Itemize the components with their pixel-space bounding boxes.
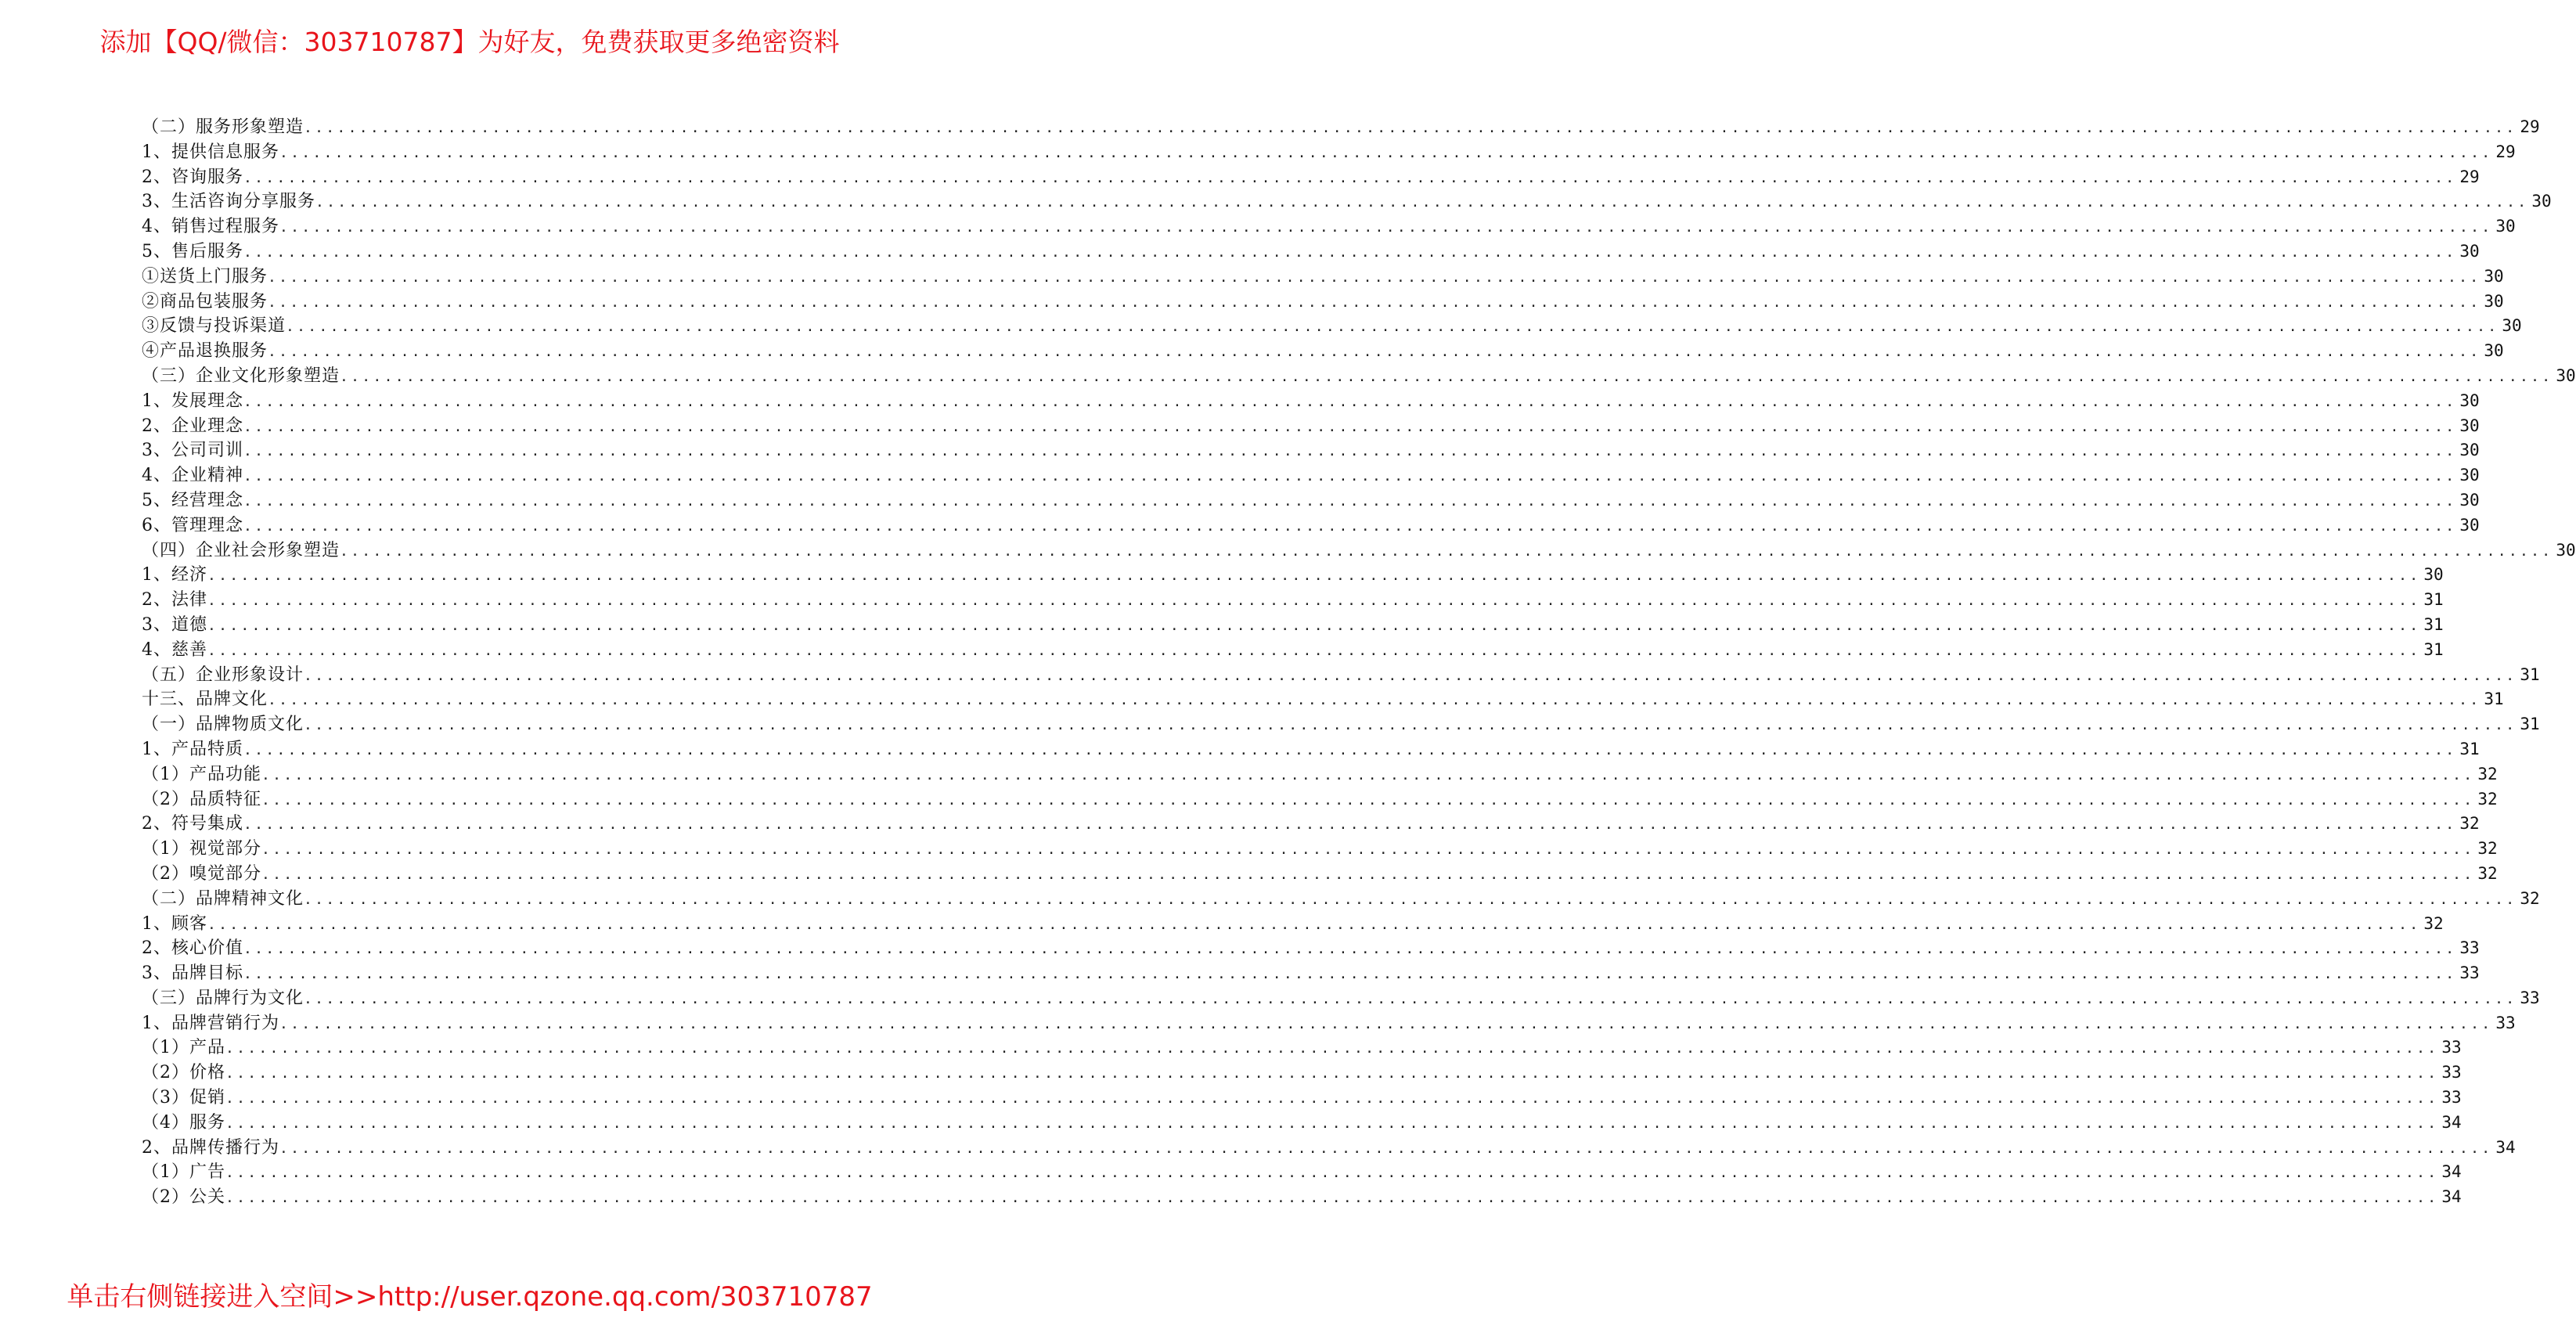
toc-leader-dots: ........................................................................................................................................................................................................ bbox=[243, 443, 2457, 460]
toc-entry-label: 3、生活咨询分享服务 bbox=[142, 192, 315, 212]
toc-entry[interactable] bbox=[142, 736, 2480, 761]
toc-leader-dots: ........................................................................................................................................................................................................ bbox=[268, 344, 2481, 361]
toc-entry-page: 30 bbox=[2495, 217, 2516, 236]
toc-entry-page: 32 bbox=[2477, 764, 2498, 783]
qzone-link[interactable]: 单击右侧链接进入空间>>http://user.qzone.qq.com/303710787 bbox=[67, 1281, 873, 1313]
toc-entry[interactable] bbox=[142, 860, 2498, 885]
toc-entry[interactable] bbox=[142, 312, 2522, 337]
toc-entry-label: 5、经营理念 bbox=[142, 490, 243, 510]
toc-leader-dots: ........................................................................................................................................................................................................ bbox=[268, 294, 2481, 311]
toc-entry[interactable] bbox=[142, 263, 2504, 288]
toc-leader-dots: ........................................................................................................................................................................................................ bbox=[279, 1015, 2493, 1032]
toc-leader-dots: ........................................................................................................................................................................................................ bbox=[304, 891, 2517, 908]
toc-entry-page: 29 bbox=[2520, 117, 2540, 136]
toc-entry-page: 30 bbox=[2484, 266, 2504, 286]
toc-entry-page: 29 bbox=[2495, 142, 2516, 161]
toc-entry-page: 33 bbox=[2495, 1013, 2516, 1032]
toc-leader-dots: ........................................................................................................................................................................................................ bbox=[225, 1040, 2439, 1057]
toc-entry[interactable] bbox=[142, 188, 2552, 213]
toc-leader-dots: ........................................................................................................................................................................................................ bbox=[243, 418, 2457, 435]
toc-entry-label: ④产品退换服务 bbox=[142, 341, 268, 362]
toc-entry-label: 1、发展理念 bbox=[142, 391, 243, 411]
toc-entry-page: 34 bbox=[2495, 1137, 2516, 1157]
toc-entry-label: 1、提供信息服务 bbox=[142, 142, 279, 162]
toc-entry-label: （五）企业形象设计 bbox=[142, 664, 304, 685]
toc-entry-label: （2）嗅觉部分 bbox=[142, 863, 261, 884]
toc-entry-label: （2）价格 bbox=[142, 1063, 225, 1083]
toc-entry-label: （三）品牌行为文化 bbox=[142, 988, 304, 1008]
toc-entry-label: 1、顾客 bbox=[142, 913, 207, 934]
toc-entry-label: （2）公关 bbox=[142, 1187, 225, 1208]
toc-entry-page: 32 bbox=[2477, 863, 2498, 883]
toc-leader-dots: ........................................................................................................................................................................................................ bbox=[207, 567, 2421, 585]
toc-leader-dots: ........................................................................................................................................................................................................ bbox=[225, 1090, 2439, 1108]
toc-entry-label: 4、企业精神 bbox=[142, 466, 243, 486]
toc-entry-label: ①送货上门服务 bbox=[142, 266, 268, 286]
toc-entry-label: 1、品牌营销行为 bbox=[142, 1013, 279, 1033]
promo-banner: 添加【QQ/微信：303710787】为好友，免费获取更多绝密资料 bbox=[99, 27, 840, 57]
toc-entry-page: 30 bbox=[2531, 192, 2552, 211]
toc-entry-page: 31 bbox=[2423, 614, 2444, 634]
toc-entry-page: 30 bbox=[2459, 490, 2480, 510]
toc-entry-label: （1）产品功能 bbox=[142, 764, 261, 784]
toc-entry[interactable] bbox=[142, 711, 2540, 736]
toc-entry-label: 3、公司司训 bbox=[142, 441, 243, 461]
toc-entry-page: 30 bbox=[2459, 391, 2480, 410]
toc-entry-page: 32 bbox=[2520, 888, 2540, 908]
toc-entry-page: 33 bbox=[2441, 1038, 2462, 1057]
toc-leader-dots: ........................................................................................................................................................................................................ bbox=[279, 219, 2493, 236]
toc-entry-page: 30 bbox=[2556, 366, 2576, 385]
toc-entry[interactable] bbox=[142, 387, 2480, 412]
toc-leader-dots: ........................................................................................................................................................................................................ bbox=[225, 1065, 2439, 1082]
toc-entry[interactable] bbox=[142, 810, 2480, 835]
toc-entry-page: 34 bbox=[2441, 1187, 2462, 1207]
toc-entry-page: 29 bbox=[2459, 167, 2480, 186]
toc-leader-dots: ........................................................................................................................................................................................................ bbox=[225, 1115, 2439, 1132]
toc-entry-page: 31 bbox=[2520, 664, 2540, 684]
toc-leader-dots: ........................................................................................................................................................................................................ bbox=[243, 816, 2457, 834]
toc-entry-label: 4、销售过程服务 bbox=[142, 217, 279, 237]
toc-entry-label: 2、品牌传播行为 bbox=[142, 1137, 279, 1158]
toc-entry-page: 33 bbox=[2441, 1088, 2462, 1108]
toc-entry[interactable] bbox=[142, 512, 2480, 537]
toc-entry[interactable] bbox=[142, 362, 2576, 387]
toc-leader-dots: ........................................................................................................................................................................................................ bbox=[207, 916, 2421, 933]
toc-entry[interactable] bbox=[142, 1183, 2462, 1208]
toc-entry-label: （一）品牌物质文化 bbox=[142, 715, 304, 735]
toc-entry-label: （二）服务形象塑造 bbox=[142, 117, 304, 137]
toc-entry[interactable] bbox=[142, 1134, 2516, 1159]
toc-leader-dots: ........................................................................................................................................................................................................ bbox=[243, 741, 2457, 758]
toc-leader-dots: ........................................................................................................................................................................................................ bbox=[304, 667, 2517, 684]
toc-entry-label: ②商品包装服务 bbox=[142, 291, 268, 312]
toc-entry-label: 2、符号集成 bbox=[142, 814, 243, 834]
toc-leader-dots: ........................................................................................................................................................................................................ bbox=[261, 841, 2475, 859]
toc-entry-page: 30 bbox=[2502, 316, 2522, 336]
toc-entry-page: 30 bbox=[2459, 441, 2480, 460]
toc-entry[interactable] bbox=[142, 586, 2444, 611]
toc-entry-label: 3、道德 bbox=[142, 614, 207, 635]
toc-leader-dots: ........................................................................................................................................................................................................ bbox=[207, 642, 2421, 659]
toc-entry-label: （1）广告 bbox=[142, 1162, 225, 1183]
toc-entry[interactable] bbox=[142, 611, 2444, 636]
toc-leader-dots: ........................................................................................................................................................................................................ bbox=[243, 492, 2457, 510]
toc-entry-label: 2、企业理念 bbox=[142, 416, 243, 436]
toc-entry-page: 31 bbox=[2459, 739, 2480, 758]
toc-entry-page: 31 bbox=[2423, 590, 2444, 610]
toc-entry-page: 34 bbox=[2441, 1162, 2462, 1182]
toc-entry-label: ③反馈与投诉渠道 bbox=[142, 316, 286, 337]
toc-entry-label: （三）企业文化形象塑造 bbox=[142, 366, 340, 386]
toc-leader-dots: ........................................................................................................................................................................................................ bbox=[268, 692, 2481, 709]
toc-entry[interactable] bbox=[142, 885, 2540, 910]
toc-leader-dots: ........................................................................................................................................................................................................ bbox=[243, 966, 2457, 983]
toc-entry-page: 30 bbox=[2459, 241, 2480, 261]
toc-entry[interactable] bbox=[142, 761, 2498, 786]
toc-entry-page: 30 bbox=[2556, 540, 2576, 560]
toc-entry[interactable] bbox=[142, 960, 2480, 985]
toc-entry-label: 2、核心价值 bbox=[142, 938, 243, 959]
table-of-contents bbox=[142, 113, 2576, 1208]
toc-leader-dots: ........................................................................................................................................................................................................ bbox=[225, 1190, 2439, 1207]
toc-leader-dots: ........................................................................................................................................................................................................ bbox=[261, 791, 2475, 809]
toc-entry-page: 31 bbox=[2520, 715, 2540, 734]
toc-entry[interactable] bbox=[142, 561, 2444, 586]
toc-leader-dots: ........................................................................................................................................................................................................ bbox=[340, 368, 2553, 385]
toc-entry[interactable] bbox=[142, 1059, 2462, 1084]
toc-entry[interactable] bbox=[142, 935, 2480, 960]
toc-entry-page: 30 bbox=[2484, 291, 2504, 311]
toc-leader-dots: ........................................................................................................................................................................................................ bbox=[304, 990, 2517, 1007]
toc-entry-page: 33 bbox=[2520, 988, 2540, 1007]
toc-entry[interactable] bbox=[142, 213, 2516, 238]
toc-entry-page: 33 bbox=[2441, 1063, 2462, 1082]
toc-entry-page: 33 bbox=[2459, 963, 2480, 983]
toc-entry[interactable] bbox=[142, 1084, 2462, 1109]
toc-leader-dots: ........................................................................................................................................................................................................ bbox=[261, 866, 2475, 883]
toc-entry[interactable] bbox=[142, 835, 2498, 860]
toc-entry[interactable] bbox=[142, 164, 2480, 189]
toc-leader-dots: ........................................................................................................................................................................................................ bbox=[279, 1140, 2493, 1157]
toc-entry[interactable] bbox=[142, 1010, 2516, 1035]
toc-entry[interactable] bbox=[142, 412, 2480, 438]
toc-entry-label: 3、品牌目标 bbox=[142, 963, 243, 984]
toc-entry-label: 4、慈善 bbox=[142, 639, 207, 660]
toc-entry[interactable] bbox=[142, 985, 2540, 1010]
toc-entry-label: （2）品质特征 bbox=[142, 789, 261, 809]
toc-entry-label: （3）促销 bbox=[142, 1088, 225, 1108]
toc-entry[interactable] bbox=[142, 113, 2540, 139]
toc-leader-dots: ........................................................................................................................................................................................................ bbox=[243, 393, 2457, 410]
toc-leader-dots: ........................................................................................................................................................................................................ bbox=[243, 169, 2457, 186]
toc-entry[interactable] bbox=[142, 238, 2480, 263]
toc-leader-dots: ........................................................................................................................................................................................................ bbox=[304, 717, 2517, 734]
toc-entry-label: 1、产品特质 bbox=[142, 739, 243, 759]
toc-leader-dots: ........................................................................................................................................................................................................ bbox=[243, 941, 2457, 958]
toc-entry[interactable] bbox=[142, 437, 2480, 462]
toc-entry-label: （1）产品 bbox=[142, 1038, 225, 1058]
toc-entry-label: （四）企业社会形象塑造 bbox=[142, 540, 340, 560]
toc-leader-dots: ........................................................................................................................................................................................................ bbox=[207, 617, 2421, 634]
toc-entry-page: 32 bbox=[2477, 839, 2498, 859]
toc-entry[interactable] bbox=[142, 288, 2504, 313]
toc-entry-page: 32 bbox=[2423, 913, 2444, 933]
toc-leader-dots: ........................................................................................................................................................................................................ bbox=[261, 766, 2475, 783]
toc-entry-page: 30 bbox=[2459, 515, 2480, 535]
toc-entry[interactable] bbox=[142, 1109, 2462, 1134]
toc-entry-page: 34 bbox=[2441, 1112, 2462, 1132]
toc-entry-page: 31 bbox=[2423, 639, 2444, 659]
toc-entry-label: 6、管理理念 bbox=[142, 515, 243, 535]
toc-entry-label: 十三、品牌文化 bbox=[142, 690, 268, 710]
toc-leader-dots: ........................................................................................................................................................................................................ bbox=[286, 319, 2499, 336]
toc-entry-page: 31 bbox=[2484, 690, 2504, 709]
toc-entry-label: 5、售后服务 bbox=[142, 241, 243, 261]
toc-entry-page: 30 bbox=[2484, 341, 2504, 361]
toc-entry[interactable] bbox=[142, 462, 2480, 487]
toc-entry[interactable] bbox=[142, 686, 2504, 711]
toc-entry-page: 30 bbox=[2459, 416, 2480, 435]
toc-leader-dots: ........................................................................................................................................................................................................ bbox=[207, 592, 2421, 610]
toc-entry[interactable] bbox=[142, 537, 2576, 562]
toc-leader-dots: ........................................................................................................................................................................................................ bbox=[340, 542, 2553, 560]
toc-entry-page: 30 bbox=[2423, 565, 2444, 585]
toc-entry-label: 2、法律 bbox=[142, 590, 207, 610]
toc-entry-page: 33 bbox=[2459, 938, 2480, 958]
toc-entry-page: 32 bbox=[2477, 789, 2498, 809]
toc-entry-label: 2、咨询服务 bbox=[142, 167, 243, 187]
toc-entry-page: 32 bbox=[2459, 814, 2480, 834]
toc-leader-dots: ........................................................................................................................................................................................................ bbox=[279, 144, 2493, 161]
toc-entry[interactable] bbox=[142, 487, 2480, 512]
toc-entry[interactable] bbox=[142, 337, 2504, 362]
toc-entry-label: （1）视觉部分 bbox=[142, 839, 261, 859]
toc-entry-label: （4）服务 bbox=[142, 1112, 225, 1133]
toc-entry-label: 1、经济 bbox=[142, 565, 207, 585]
toc-leader-dots: ........................................................................................................................................................................................................ bbox=[243, 517, 2457, 535]
toc-entry[interactable] bbox=[142, 1158, 2462, 1183]
toc-entry[interactable] bbox=[142, 910, 2444, 935]
toc-leader-dots: ........................................................................................................................................................................................................ bbox=[243, 468, 2457, 485]
toc-entry-page: 30 bbox=[2459, 466, 2480, 485]
toc-entry[interactable] bbox=[142, 1034, 2462, 1059]
toc-entry-label: （二）品牌精神文化 bbox=[142, 888, 304, 909]
toc-entry[interactable] bbox=[142, 139, 2516, 164]
toc-leader-dots: ........................................................................................................................................................................................................ bbox=[268, 268, 2481, 286]
toc-leader-dots: ........................................................................................................................................................................................................ bbox=[243, 243, 2457, 261]
toc-leader-dots: ........................................................................................................................................................................................................ bbox=[225, 1165, 2439, 1182]
toc-entry[interactable] bbox=[142, 636, 2444, 661]
toc-entry[interactable] bbox=[142, 661, 2540, 686]
toc-leader-dots: ........................................................................................................................................................................................................ bbox=[304, 120, 2517, 136]
toc-leader-dots: ........................................................................................................................................................................................................ bbox=[315, 194, 2529, 211]
toc-entry[interactable] bbox=[142, 786, 2498, 811]
